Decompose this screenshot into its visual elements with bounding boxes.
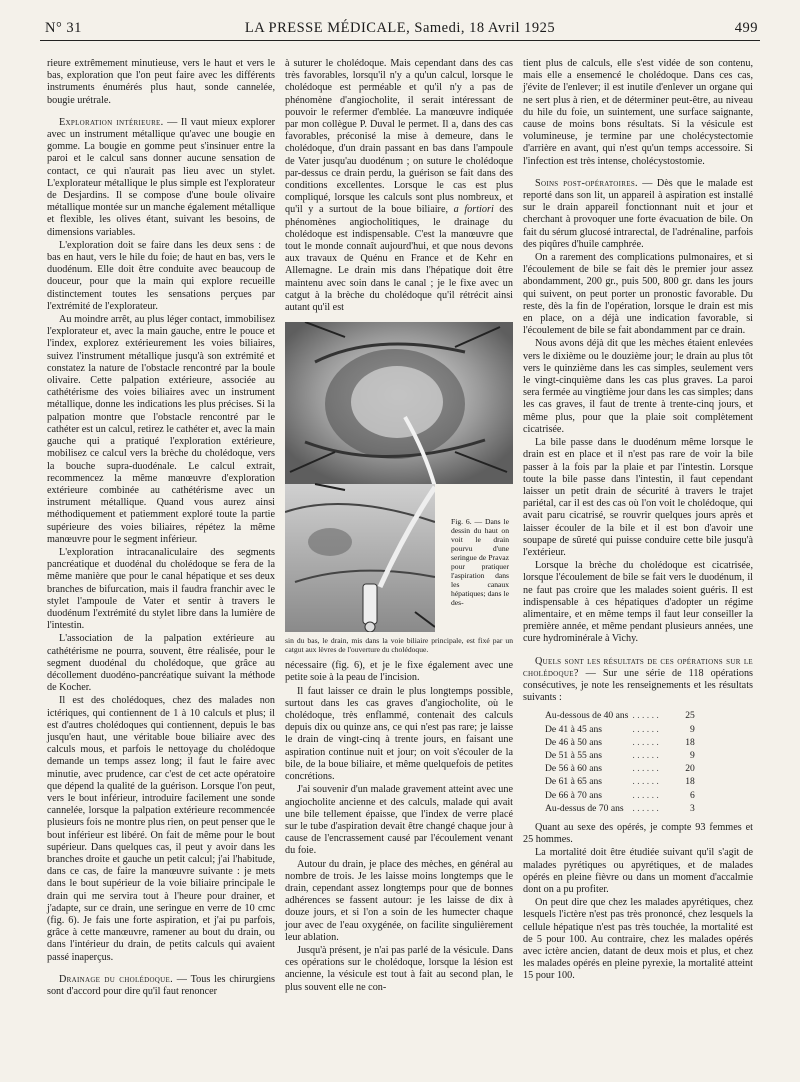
paragraph: La mortalité doit être étudiée suivant qu'il s'agit de malades pyrétiques ou apyrétiques, et de malades opérés en pleine fièvre ou dans un moment d'accalmie dont on a pu profiter. xyxy=(523,847,753,895)
section-heading: Quels sont les résultats de ces opérations sur le cholédoque? xyxy=(523,655,753,679)
paragraph: L'exploration intracanaliculaire des segments pancréatique et duodénal du cholédoque se fera de la même manière que pour le canal hépatique et ses deux branches de bifurcation, mais il faudra franchir avec le stylet l'ampoule de Vater et sentir à travers le duodénum l'extrémité du stylet libre dans la lumière de l'intestin. xyxy=(47,546,275,632)
page-number: 499 xyxy=(734,20,758,36)
table-row: De 66 à 70 ans . . . . . . 6 xyxy=(545,789,695,801)
table-row: De 61 à 65 ans . . . . . . 18 xyxy=(545,776,695,788)
table-row: De 51 à 55 ans . . . . . . 9 xyxy=(545,749,695,761)
paragraph: Exploration intérieure. — Il vaut mieux explorer avec un instrument métallique qu'avec une bougie en gomme. La bougie en gomme peut s'insinuer entre la paroi et le calcul sans donner aucune sensation de contact, ce qui n'aurait pas lieu avec un stylet. L'explorateur métallique le plus simple est l'explorateur de Desjardins. Il se compose d'une boule olivaire métallique montée sur un manche également métallique et flexible, les olives étant, suivant les besoins, de dimensions variables. xyxy=(47,116,275,238)
paragraph: Drainage du cholédoque. — Tous les chirurgiens sont d'accord pour dire qu'il faut renoncer xyxy=(47,973,275,998)
issue-number: N° 31 xyxy=(45,20,82,36)
paragraph: Au moindre arrêt, au plus léger contact, immobilisez l'explorateur et, avec la main gauche, entre le pouce et l'index, explorez extérieurement les voies biliaires, suivez l'instrument métallique jusqu'à son extrémité et constatez la nature de l'obstacle rencontré par la boule olivaire. Cette palpation extérieure, associée au cathétérisme des voies biliaires avec un instrument métallique, donne les indications les plus précises. Si la palpation montre que l'obstacle rencontré par le cathéter est un calcul, retirez le cathéter et, avec la main gauche qui a pratiqué l'exploration extérieure, mobilisez ce calcul vers la brèche du cholédoque, vers la bouche supra-duodénale. Le calcul extrait, recommencez la même manœuvre d'exploration extérieure combinée au cathétérisme avec un instrument métallique. Quand vous aurez ainsi méthodiquement et patiemment exploré toute la partie supérieure des voies biliaires, répétez la même manœuvre pour le segment inférieur. xyxy=(47,314,275,545)
paragraph: Il est des cholédoques, chez des malades non ictériques, qui contiennent de 1 à 10 calculs et plus; il est d'autres cholédoques qui contiennent, depuis le bas jusqu'en haut, une véritable boue biliaire avec des calculs mous, et parfois le nettoyage du cholédoque demande un temps assez long; il faut le faire avec minutie, avec prudence, car c'est de cet acte opératoire que dépend la qualité de la guérison. Lorsque l'on peut, vers le bout inférieur, introduire facilement une sonde cannelée, lorsque la palpation extérieure recommencée plusieurs fois ne montre plus rien, on peut penser que le bout inférieur est libéré. On fait de même pour le bout supérieur. Dans quelques cas, il peut y avoir dans les branches droite et gauche un petit calcul; j'ai l'habitude, dans ce cas, de faire la manœuvre suivante : je mets dans le bout supérieur de la voie biliaire principale le drain qui me servira tout à l'heure pour drainer, et j'adapte, sur ce drain, une seringue en verre de 10 cmc (fig. 6). Je fais une forte aspiration, et j'ai pu parfois, grâce à cette manœuvre, ramener au bout du drain, ou dans l'intérieur du drain, de petits calculs qui avaient passé inaperçus. xyxy=(47,695,275,963)
paragraph: J'ai souvenir d'un malade gravement atteint avec une angiocholite ancienne et des calculs, malade qui avait une bile tellement épaisse, que l'index de verre placé sur le tube d'aspiration devait être changé chaque jour à cause de l'encrassement causé par l'écoulement venant du foie. xyxy=(285,784,513,857)
table-row: De 46 à 50 ans . . . . . . 18 xyxy=(545,736,695,748)
paragraph: L'association de la palpation extérieure au cathétérisme ne pourra, souvent, être réalisée, pour le segment duodénal du cholédoque, que grâce au décollement duodéno-pancréatique suivant la méthode de Kocher. xyxy=(47,633,275,694)
figure-caption-continued: sin du bas, le drain, mis dans la voie biliaire principale, est fixé par un catgut aux lèvres de l'ouverture du cholédoque. xyxy=(285,636,513,655)
section-heading: Exploration intérieure. xyxy=(59,116,164,128)
column-1 xyxy=(47,58,275,998)
column-2 xyxy=(285,58,513,994)
paragraph: à suturer le cholédoque. Mais cependant dans des cas très favorables, lorsqu'il n'y a qu'un calcul, lorsque le cholédoque est perméable et qu'il n'y a pas de phénomène d'angiocholite, il serait intéressant de pouvoir le refermer d'emblée. La manœuvre indiquée par mon collègue P. Duval le permet. Il a, dans des cas favorables, préconisé la mise à demeure, dans le cholédoque, d'un drain passant en bas dans l'ampoule de Vater jusqu'au duodénum ; on suture le cholédoque par-dessus ce drain perdu, la guérison se fait dans des conditions excellentes. Lorsque le cas est plus compliqué, lorsque les calculs sont plus nombreux, et qu'il y a surtout de la boue biliaire, a fortiori des phénomènes angiocholitiques, le drainage du cholédoque est indispensable. C'est la manœuvre que tout le monde connaît aujourd'hui, et que nous devons aux travaux de Quénu en France et de Kehr en Allemagne. Le drain mis dans l'hépatique doit être maintenu avec soin dans le canal ; je le fixe avec un catgut à la brèche du cholédoque qu'il rétrécit ainsi autant qu'il est xyxy=(285,58,513,314)
table-row: Au-dessous de 40 ans . . . . . . 25 xyxy=(545,710,695,722)
figure-caption: Fig. 6. — Dans le dessin du haut on voit le drain pourvu d'une seringue de Pravaz pour pratiquer l'aspiration dans les canaux hépatiques; dans le des- xyxy=(451,517,509,608)
paragraph: On peut dire que chez les malades apyrétiques, chez lesquels l'ictère n'est pas très prononcé, chez lesquels la cellule hépatique n'est pas très touchée, la mortalité est de 5 pour 100. Au contraire, chez les malades opérés avec ictère ancien, datant de deux mois et plus, et chez les malades opérés en pleine pyrexie, la mortalité atteint 15 pour 100. xyxy=(523,897,753,982)
paragraph: nécessaire (fig. 6), et je le fixe également avec une petite soie à la peau de l'incision. xyxy=(285,660,513,684)
table-row: Au-dessus de 70 ans . . . . . . 3 xyxy=(545,802,695,814)
section-heading: Soins post-opératoires. xyxy=(535,177,638,189)
table-row: De 56 à 60 ans . . . . . . 20 xyxy=(545,763,695,775)
age-table xyxy=(545,710,695,816)
figure-6-illustration xyxy=(285,322,513,632)
paragraph: rieure extrêmement minutieuse, vers le haut et vers le bas, exploration que l'on peut faire avec les différents instruments énumérés plus haut, sonde cannelée, bougie urétrale. xyxy=(47,58,275,106)
paragraph: tient plus de calculs, elle s'est vidée de son contenu, mais elle a ensemencé le cholédoque. Dans ces cas, j'évite de l'enlever; il est inutile d'enlever un organe qui ne sert plus à rien, et de déterminer peut-être, au niveau du hile du foie, un suintement, une surface saignante, cause de moins bons résultats. Si la vésicule est volumineuse, je termine par une cholécystectomie d'arrière en avant, qui n'est qu'un temps accessoire. Si l'infection est très intense, cholécystostomie. xyxy=(523,58,753,167)
page-header xyxy=(40,18,760,41)
journal-title: LA PRESSE MÉDICALE, Samedi, 18 Avril 1925 xyxy=(244,20,556,36)
paragraph: Lorsque la brèche du cholédoque est cicatrisée, lorsque l'écoulement de bile se fait vers le duodénum, il ne faut pas croire que les malades soient guéris. Il est indispensable à ces hépatiques d'adopter un régime alimentaire, et en même temps il faut leur conseiller la première année, et même pendant plusieurs années, une cure hydrominérale à Vichy. xyxy=(523,560,753,645)
section-heading: Drainage du cholédoque. xyxy=(59,973,173,985)
paragraph: Nous avons déjà dit que les mèches étaient enlevées vers le dixième ou le douzième jour; le drain au plus tôt vers le quinzième dans les cas simples, seulement vers le vingt-cinquième dans les cas plus graves. La paroi sera fermée au vingtième jour dans les cas simples; dans les cas graves, il faut de trente à trente-cinq jours, et même plus, pour que la plaie soit complètement cicatrisée. xyxy=(523,338,753,435)
paragraph: L'exploration doit se faire dans les deux sens : de bas en haut, vers le hile du foie; de haut en bas, vers le duodénum. Elle doit être conduite avec beaucoup de douceur, pour que la main qui explore recueille distinctement toutes les sensations perçues par l'extrémité de l'explorateur. xyxy=(47,239,275,312)
table-row: De 41 à 45 ans . . . . . . 9 xyxy=(545,723,695,735)
paragraph: On a rarement des complications pulmonaires, et si l'écoulement de bile se fait dès le premier jour assez abondamment, 200 gr., puis 500, 800 gr. dans les jours qui suivent, on peut porter un pronostic favorable. Du reste, dès la fin de l'opération, lorsque le drain est mis en place, on a déjà une indication favorable, si l'écoulement de bile se fait abondamment par ce drain. xyxy=(523,252,753,337)
paragraph: Quels sont les résultats de ces opérations sur le cholédoque? — Sur une série de 118 opérations consécutives, je note les renseignements et les résultats suivants : xyxy=(523,655,753,704)
paragraph: Autour du drain, je place des mèches, en général au nombre de trois. Je les laisse moins longtemps que le drain, cependant assez longtemps pour que de bonnes adhérences se fassent autour: je les laisse de dix à douze jours, et si l'on a soin de les humecter chaque jour avec de l'eau oxygénée, on facilite singulièrement leur ablation. xyxy=(285,858,513,943)
paragraph: La bile passe dans le duodénum même lorsque le drain est en place et il n'est pas rare de voir la bile passer à la fois par la plaie et par l'intestin. Lorsque toute la bile passe dans l'intestin, il faut cependant laisser un petit drain de sécurité à travers le trajet pariétal, car il est des cas où l'on voit le cholédoque, qui avait paru cicatrisé, se rouvrir quelques jours après et laisser écouler de la bile et il est bon d'avoir une soupape de sûreté qui puisse conduire cette bile jusqu'à l'extérieur. xyxy=(523,437,753,558)
paragraph: Quant au sexe des opérés, je compte 93 femmes et 25 hommes. xyxy=(523,821,753,846)
column-3 xyxy=(523,58,753,983)
paragraph: Il faut laisser ce drain le plus longtemps possible, surtout dans les cas graves d'angiocholite, où le cholédoque, très enflammé, contenait des calculs depuis dix ou quinze ans, ce qui n'est pas rare; je laisse le drain de vingt-cinq à trente jours, en faisant une aspiration continue nuit et jour; on voit s'écouler de la bile, de la boue biliaire, et même quelquefois de petites concrétions. xyxy=(285,685,513,783)
paragraph: Jusqu'à présent, je n'ai pas parlé de la vésicule. Dans ces opérations sur le cholédoque, lorsque la lésion est ancienne, la vésicule est tout à fait au second plan, le plus souvent elle ne con- xyxy=(285,944,513,993)
paragraph: Soins post-opératoires. — Dès que le malade est reporté dans son lit, un appareil à aspiration est installé sur le drain appareil fonctionnant nuit et jour et cherchant à provoquer une forte évacuation de bile. On fait du sérum glucosé intrarectal, de l'adrénaline, parfois des piqûres d'huile camphrée. xyxy=(523,177,753,250)
